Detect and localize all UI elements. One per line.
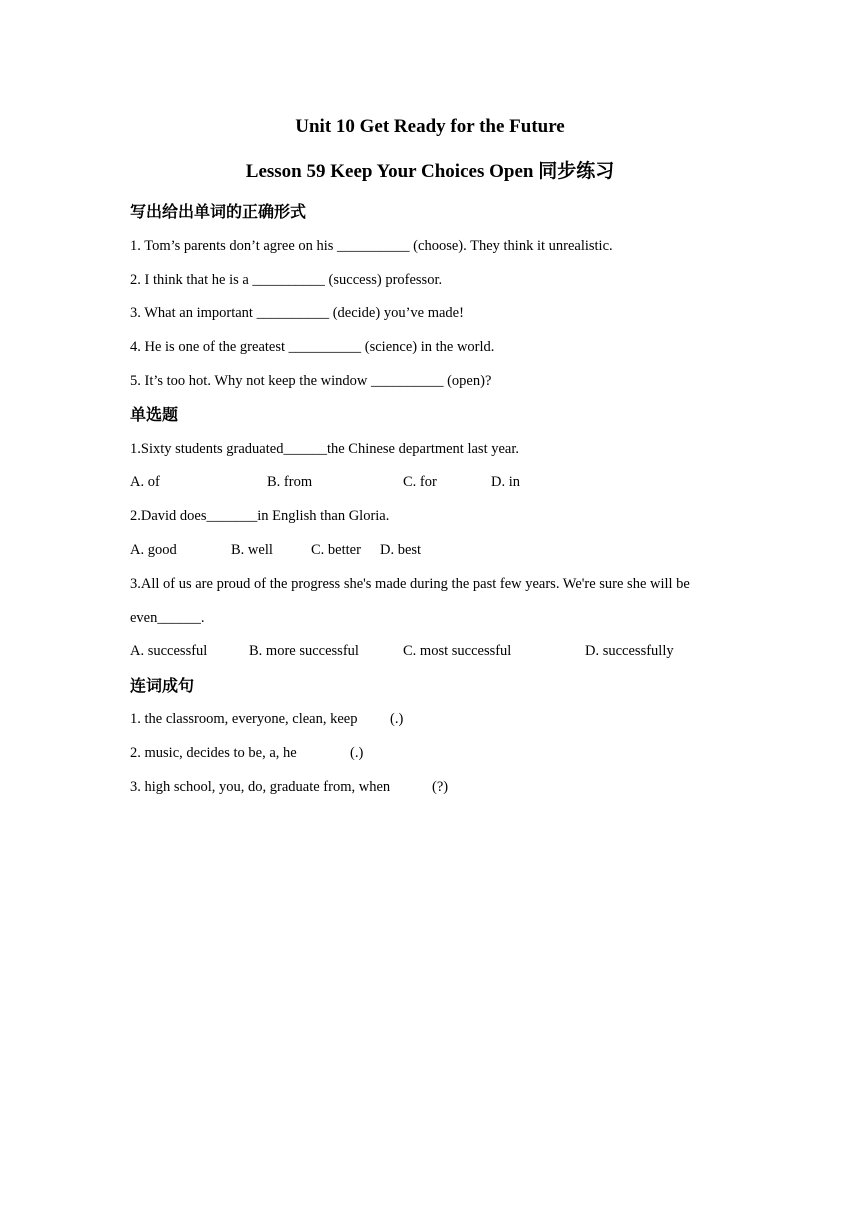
mc-question-2: 2.David does_______in English than Gloria.	[130, 508, 390, 524]
mc-question-1: 1.Sixty students graduated______the Chinese department last year.	[130, 441, 520, 457]
mc-q2-option-d: D. best	[380, 542, 422, 558]
mc-q1-option-a: A. of	[130, 474, 160, 490]
mc-q2-option-c: C. better	[311, 542, 361, 558]
word-form-item-3: 3. What an important __________ (decide) you’ve made!	[130, 305, 464, 321]
mc-question-3-line-2: even______.	[130, 610, 205, 626]
mc-q2-option-a: A. good	[130, 542, 177, 558]
mc-q1-option-b: B. from	[267, 474, 313, 490]
sentence-item-3-punct: (?)	[432, 779, 449, 795]
word-form-item-4: 4. He is one of the greatest __________ (science) in the world.	[130, 339, 495, 355]
section-heading-word-forms: 写出给出单词的正确形式	[130, 202, 307, 221]
word-form-item-1: 1. Tom’s parents don’t agree on his __________ (choose). They think it unrealistic.	[130, 238, 613, 254]
sentence-item-1-words: 1. the classroom, everyone, clean, keep	[130, 711, 358, 727]
mc-question-3-line-1: 3.All of us are proud of the progress she's made during the past few years. We're sure she will be	[130, 576, 690, 592]
mc-q3-option-a: A. successful	[130, 643, 208, 659]
mc-q2-option-b: B. well	[231, 542, 273, 558]
section-heading-multiple-choice: 单选题	[130, 405, 179, 424]
mc-q3-option-b: B. more successful	[249, 643, 359, 659]
mc-q1-option-d: D. in	[491, 474, 520, 490]
sentence-item-2-words: 2. music, decides to be, a, he	[130, 745, 297, 761]
mc-q3-option-c: C. most successful	[403, 643, 512, 659]
sentence-item-3-words: 3. high school, you, do, graduate from, when	[130, 779, 391, 795]
word-form-item-2: 2. I think that he is a __________ (success) professor.	[130, 272, 443, 288]
mc-q3-option-d: D. successfully	[585, 643, 674, 659]
word-form-item-5: 5. It’s too hot. Why not keep the window __________ (open)?	[130, 373, 492, 389]
section-heading-sentence-building: 连词成句	[130, 676, 195, 695]
mc-q1-option-c: C. for	[403, 474, 437, 490]
sentence-item-1-punct: (.)	[390, 711, 404, 727]
unit-title: Unit 10 Get Ready for the Future	[295, 116, 565, 137]
lesson-title: Lesson 59 Keep Your Choices Open 同步练习	[245, 161, 615, 182]
sentence-item-2-punct: (.)	[350, 745, 364, 761]
